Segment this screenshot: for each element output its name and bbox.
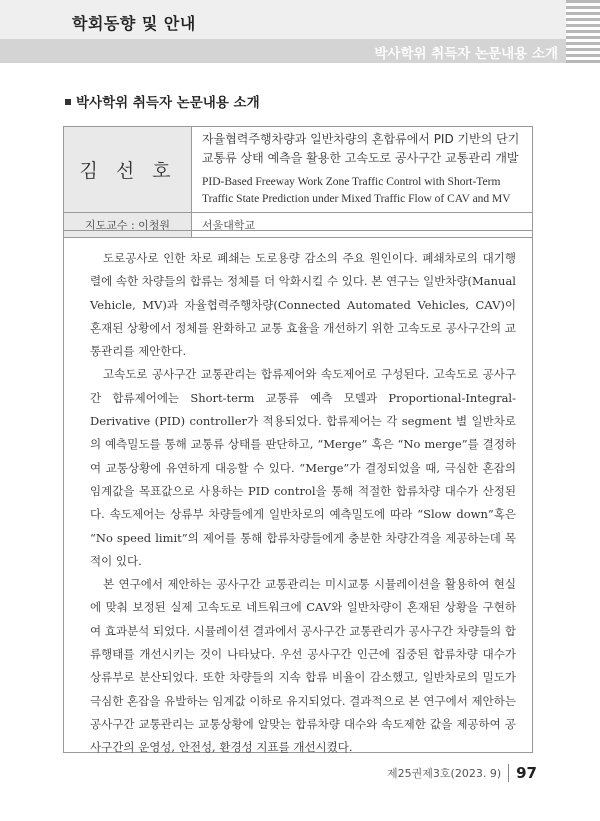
advisor: 지도교수 : 이청원 [64,213,192,238]
header-section-title: 학회동향 및 안내 [72,14,196,33]
university: 서울대학교 [192,213,533,238]
section-heading-text: 박사학위 취득자 논문내용 소개 [76,95,260,111]
abstract-paragraph: 도로공사로 인한 차로 폐쇄는 도로용량 감소의 주요 원인이다. 폐쇄차로의 대기행렬에 속한 차량들의 합류는 정체를 더 악화시킬 수 있다. 본 연구는 일반차량(Manual Vehicle, MV)과 자율협력주행차량(Connected Automated Vehicles, CAV)이 혼재된 상황에서 정체를 완화하고 교통 효율을 개선하기 위한 고속도로 공사구간의 교통관리를 제안한다. [90,251,516,359]
header-subtitle: 박사학위 취득자 논문내용 소개 [374,46,558,62]
section-heading [65,91,260,111]
thesis-info-table [63,126,533,238]
footer [387,764,537,782]
abstract-paragraph: 고속도로 공사구간 교통관리는 합류제어와 속도제어로 구성된다. 고속도로 공사구간 합류제어에는 Short-term 교통류 예측 모델과 Proportional-Integral-Derivative (PID) controller가 적용되었다. 합류제어는 각 segment 별 일반차로의 예측밀도를 통해 교통류 상태를 판단하고, “Merge” 혹은 “No merge”를 결정하여 교통상황에 유연하게 대응할 수 있다. “Merge”가 결정되었을 때, 극심한 혼잡의 임계값을 목표값으로 사용하는 PID control을 통해 적절한 합류차량 대수가 산정된다. 속도제어는 상류부 차량들에게 일반차로의 예측밀도에 따라 “Slow down”혹은 “No speed limit”의 제어를 통해 합류차량들에게 충분한 차량간격을 제공하는데 목적이 있다. [90,367,516,568]
square-bullet-icon [65,99,71,105]
thesis-title-english: PID-Based Freeway Work Zone Traffic Control with Short-Term Traffic State Prediction under Mixed Traffic Flow of CAV and MV [202,176,511,205]
thesis-title-cell [192,127,533,213]
footer-divider [508,764,509,782]
abstract-text [90,247,516,760]
header-stripes-decoration [566,0,600,63]
abstract-box [63,230,533,753]
author-name: 김선호 [64,127,192,213]
page-number: 97 [516,764,537,782]
thesis-title-korean: 자율협력주행차량과 일반차량의 혼합류에서 PID 기반의 단기 교통류 상태 예측을 활용한 고속도로 공사구간 교통관리 개발 [202,132,520,165]
abstract-paragraph: 본 연구에서 제안하는 공사구간 교통관리는 미시교통 시뮬레이션을 활용하여 현실에 맞춰 보정된 실제 고속도로 네트워크에 CAV와 일반차량이 혼재된 상황을 구현하여 효과분석 되었다. 시뮬레이션 결과에서 공사구간 교통관리가 공사구간 차량들의 합류행태를 개선시키는 것이 나타났다. 우선 공사구간 인근에 집중된 합류차량 대수가 상류부로 분산되었다. 또한 차량들의 지속 합류 비율이 감소했고, 일반차로의 밀도가 극심한 혼잡을 유발하는 임계값 이하로 유지되었다. 결과적으로 본 연구에서 제안하는 공사구간 교통관리는 교통상황에 알맞는 합류차량 대수와 속도제한 값을 제공하여 공사구간의 운영성, 안전성, 환경성 지표를 개선시켰다. [90,577,516,755]
issue-info: 제25권제3호(2023. 9) [387,767,502,780]
